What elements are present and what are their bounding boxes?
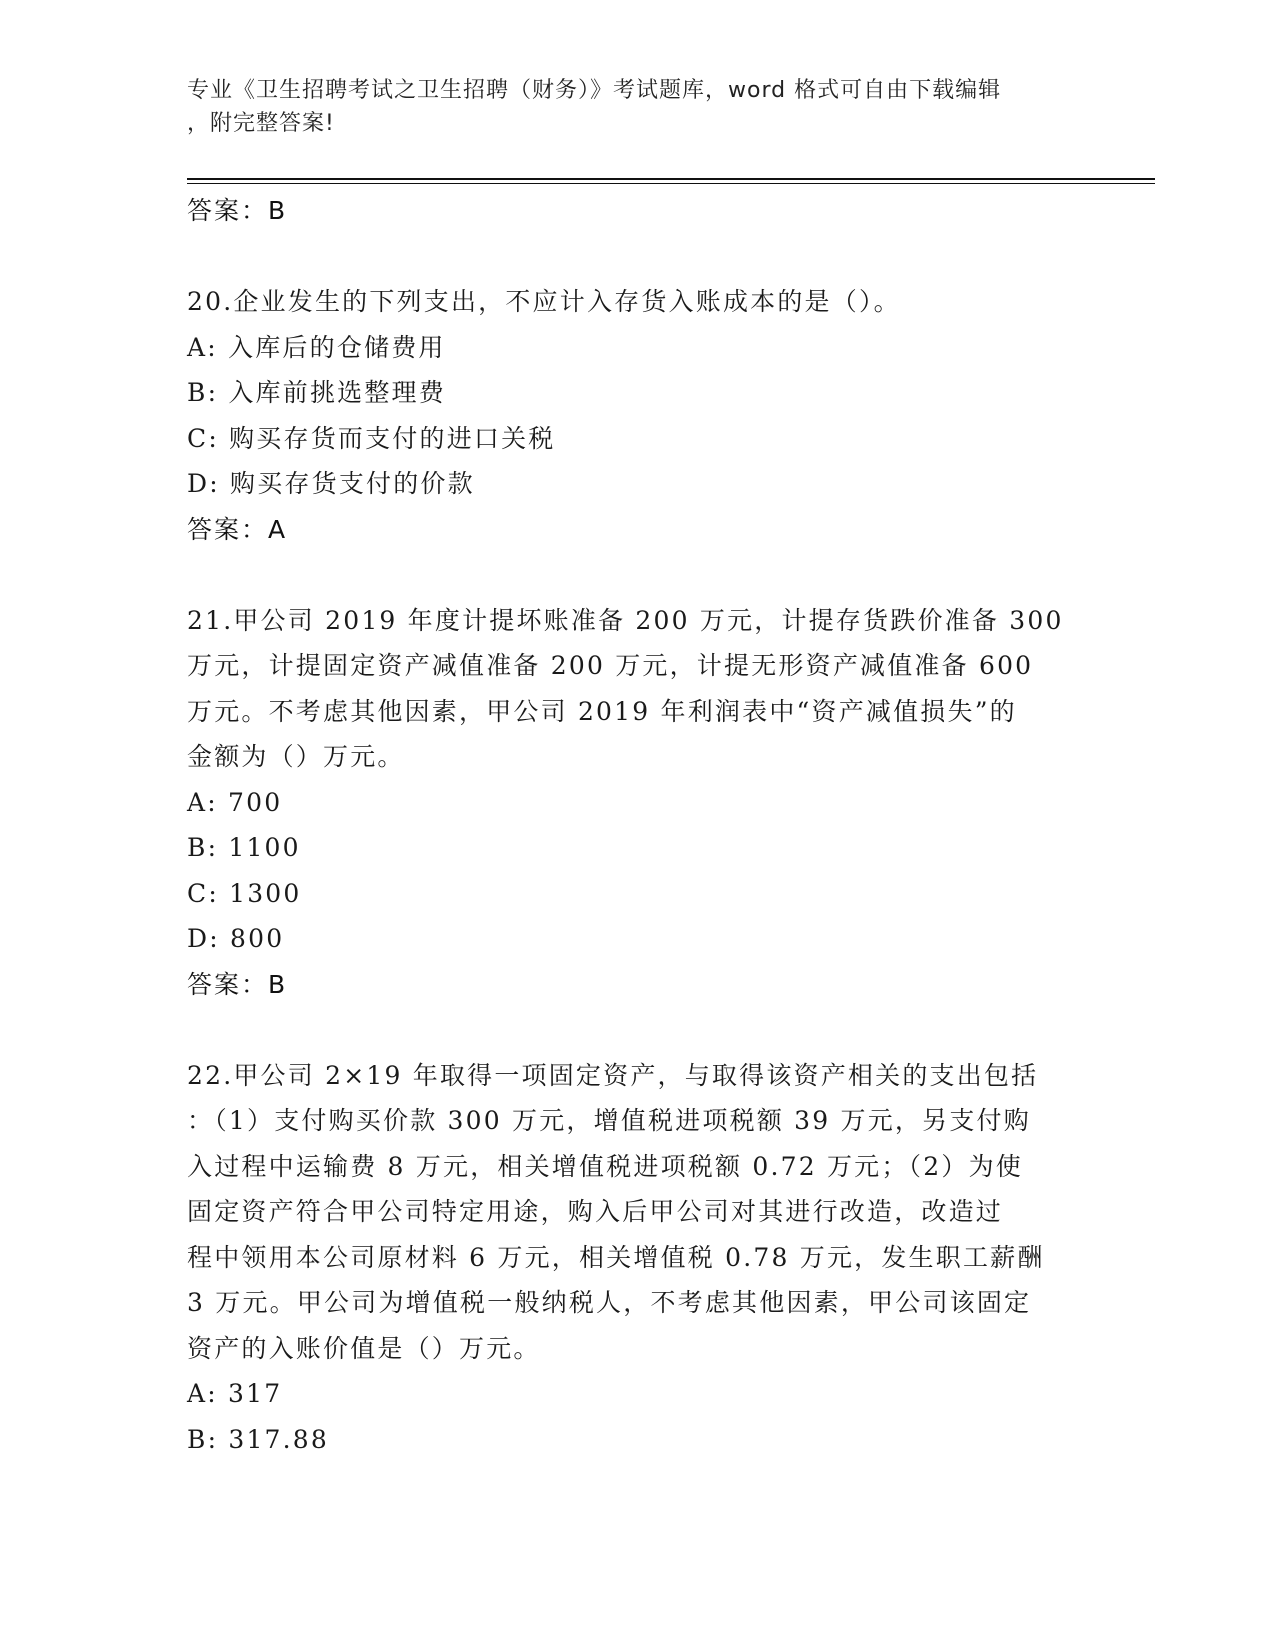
question-stem [187, 1053, 1087, 1372]
option-c: C: 1300 [187, 878, 302, 908]
question-line: 20.企业发生的下列支出，不应计入存货入账成本的是（）。 [187, 287, 901, 316]
page-header [187, 74, 1087, 140]
spacer [187, 234, 1087, 279]
header-line-2: ，附完整答案! [187, 111, 335, 136]
header-divider-thin [187, 183, 1155, 184]
answer-line: 答案：A [187, 514, 288, 544]
option-d: D: 购买存货支付的价款 [187, 469, 475, 498]
option-a: A: 入库后的仓储费用 [187, 332, 446, 362]
header-line-1: 专业《卫生招聘考试之卫生招聘（财务）》考试题库，word 格式可自由下载编辑 [187, 78, 1002, 103]
spacer [187, 1008, 1087, 1053]
question-block [187, 279, 1087, 553]
question-line: 金额为（）万元。 [187, 742, 405, 771]
question-line: 21.甲公司 2019 年度计提坏账准备 200 万元，计提存货跌价准备 300 [187, 605, 1064, 635]
option-b: B: 1100 [187, 833, 301, 862]
question-stem [187, 279, 1087, 325]
option-a: A: 700 [187, 787, 283, 817]
question-line: 万元。不考虑其他因素，甲公司 2019 年利润表中“资产减值损失”的 [187, 696, 1017, 726]
question-line: 程中领用本公司原材料 6 万元，相关增值税 0.78 万元，发生职工薪酬 [187, 1242, 1045, 1272]
option-c: C: 购买存货而支付的进口关税 [187, 423, 556, 453]
question-line: 固定资产符合甲公司特定用途，购入后甲公司对其进行改造，改造过 [187, 1197, 1004, 1226]
option-a: A: 317 [187, 1379, 283, 1408]
question-line: 万元，计提固定资产减值准备 200 万元，计提无形资产减值准备 600 [187, 651, 1034, 680]
option-b: B: 317.88 [187, 1424, 330, 1454]
spacer [187, 553, 1087, 598]
question-line: 入过程中运输费 8 万元，相关增值税进项税额 0.72 万元；（2）为使 [187, 1151, 1023, 1181]
previous-answer: 答案：B [187, 196, 288, 225]
question-block [187, 598, 1087, 1008]
question-line: 资产的入账价值是（）万元。 [187, 1333, 541, 1363]
header-divider-thick [187, 178, 1155, 180]
question-line: 22.甲公司 2×19 年取得一项固定资产，与取得该资产相关的支出包括 [187, 1060, 1039, 1090]
question-stem [187, 598, 1087, 780]
option-d: D: 800 [187, 924, 285, 953]
answer-line: 答案：B [187, 969, 288, 999]
question-line: 3 万元。甲公司为增值税一般纳税人，不考虑其他因素，甲公司该固定 [187, 1288, 1032, 1317]
question-line: ：（1）支付购买价款 300 万元，增值税进项税额 39 万元，另支付购 [187, 1106, 1031, 1135]
question-block [187, 1053, 1087, 1463]
option-b: B: 入库前挑选整理费 [187, 378, 446, 407]
question-content [187, 188, 1087, 1462]
